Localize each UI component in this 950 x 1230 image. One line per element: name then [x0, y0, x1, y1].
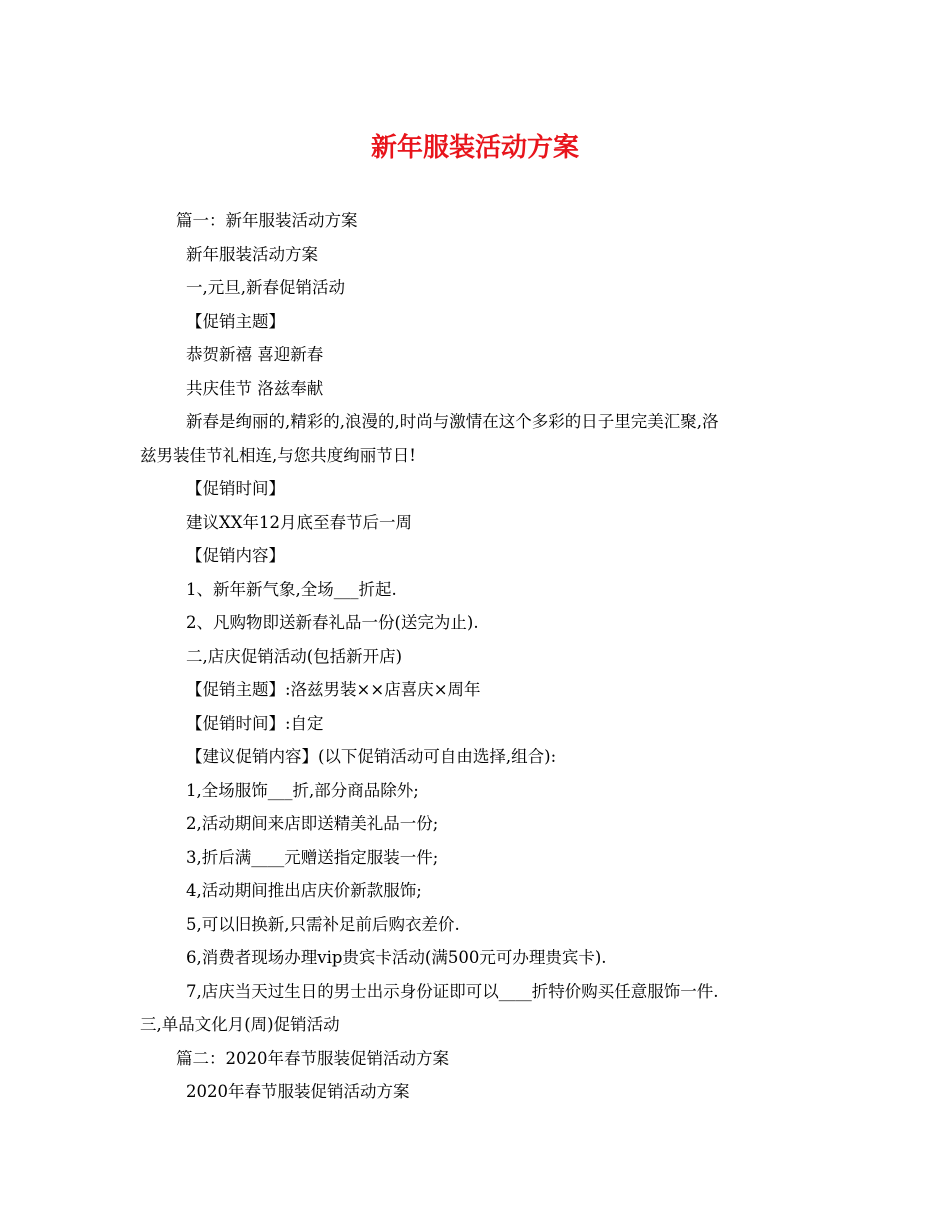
paragraph-line: 2020年春节服装促销活动方案 — [186, 1082, 410, 1101]
paragraph-line: 3,折后满____元赠送指定服装一件; — [186, 847, 439, 867]
paragraph-line: 【促销时间】:自定 — [186, 713, 324, 733]
document-body — [140, 204, 820, 1109]
paragraph-line: 兹男装佳节礼相连,与您共度绚丽节日! — [140, 445, 416, 465]
paragraph-line: 【促销内容】 — [186, 546, 285, 565]
paragraph-line: 一,元旦,新春促销活动 — [186, 278, 345, 297]
paragraph-line: 1、新年新气象,全场___折起. — [186, 579, 397, 599]
paragraph-line: 共庆佳节 洛兹奉献 — [186, 378, 324, 398]
paragraph-line: 5,可以旧换新,只需补足前后购衣差价. — [186, 914, 460, 934]
paragraph-line: 篇一：新年服装活动方案 — [176, 211, 358, 230]
paragraph-line: 4,活动期间推出店庆价新款服饰; — [186, 881, 422, 900]
paragraph-line: 2、凡购物即送新春礼品一份(送完为止). — [186, 613, 479, 632]
paragraph-line: 三,单品文化月(周)促销活动 — [140, 1015, 340, 1034]
document-title: 新年服装活动方案 — [370, 133, 579, 163]
paragraph-line: 建议XX年12月底至春节后一周 — [186, 512, 412, 532]
paragraph-line: 2,活动期间来店即送精美礼品一份; — [186, 814, 439, 833]
paragraph-line: 新春是绚丽的,精彩的,浪漫的,时尚与激情在这个多彩的日子里完美汇聚,洛 — [186, 412, 719, 431]
paragraph-line: 新年服装活动方案 — [186, 244, 318, 264]
paragraph-line: 恭贺新禧 喜迎新春 — [186, 345, 324, 364]
paragraph-line: 【促销时间】 — [186, 479, 285, 498]
paragraph-line: 6,消费者现场办理vip贵宾卡活动(满500元可办理贵宾卡). — [186, 948, 607, 967]
paragraph-line: 篇二：2020年春节服装促销活动方案 — [176, 1048, 449, 1068]
paragraph-line: 二,店庆促销活动(包括新开店) — [186, 646, 403, 666]
paragraph-line: 1,全场服饰___折,部分商品除外; — [186, 780, 419, 800]
paragraph-line: 【建议促销内容】(以下促销活动可自由选择,组合): — [186, 747, 557, 766]
paragraph-line: 【促销主题】 — [186, 311, 285, 331]
paragraph-line: 【促销主题】:洛兹男装××店喜庆×周年 — [186, 680, 481, 699]
paragraph-line: 7,店庆当天过生日的男士出示身份证即可以____折特价购买任意服饰一件. — [186, 981, 719, 1001]
